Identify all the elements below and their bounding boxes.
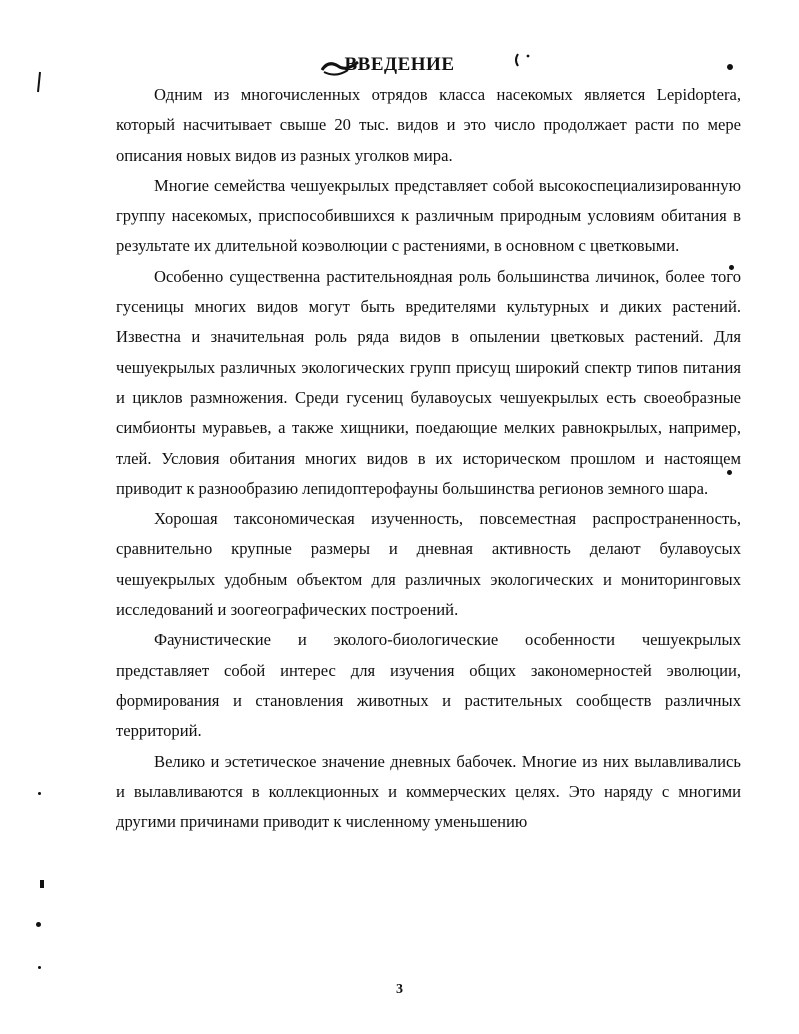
speck [40,880,44,888]
speck [38,966,41,969]
speck [36,922,41,927]
section-heading: ВВЕДЕНИЕ [344,54,455,75]
paragraph: Особенно существенна растительноядная роль большинства личинок, более того гусеницы многих видов могут быть вредителями культурных и диких растений. Известна и значительная роль ряда видов в опылении цветковых растений. Для чешуекрылых различных экологических групп присущ широкий спектр типов питания и циклов размножения. Среди гусениц булавоусых чешуекрылых есть своеобразные симбионты муравьев, а также хищники, поедающие мелких равнокрылых, например, тлей. Условия обитания многих видов в их историческом прошлом и настоящем приводит к разнообразию лепидоптерофауны большинства регионов земного шара. [116,266,741,498]
paragraph: Велико и эстетическое значение дневных бабочек. Многие из них вылавливались и вылавливаются в коллекционных и коммерческих целях. Это наряду с многими другими причинами приводит к численному уменьшению [116,751,741,832]
paragraph: Хорошая таксономическая изученность, повсеместная распространенность, сравнительно крупные размеры и дневная активность делают булавоусых чешуекрылых удобным объектом для различных экологических и мониторинговых исследований и зоогеографических построений. [116,509,741,620]
paragraph: Одним из многочисленных отрядов класса насекомых является Lepidoptera, который насчитывает свыше 20 тыс. видов и это число продолжает расти по мере описания новых видов из разных уголков мира. [116,85,741,165]
speck [38,792,41,795]
paragraph: Многие семейства чешуекрылых представляет собой высокоспециализированную группу насекомых, приспособившихся к различным природным условиям обитания в результате их длительной коэволюции с растениями, в основном с цветковыми. [116,175,741,256]
paragraph: Фаунистические и эколого-биологические особенности чешуекрылых представляет собой интерес для изучения общих закономерностей эволюции, формирования и становления животных и растительных сообществ различных территорий. [116,630,741,741]
page-number: 3 [396,982,403,997]
body-text [116,80,741,837]
